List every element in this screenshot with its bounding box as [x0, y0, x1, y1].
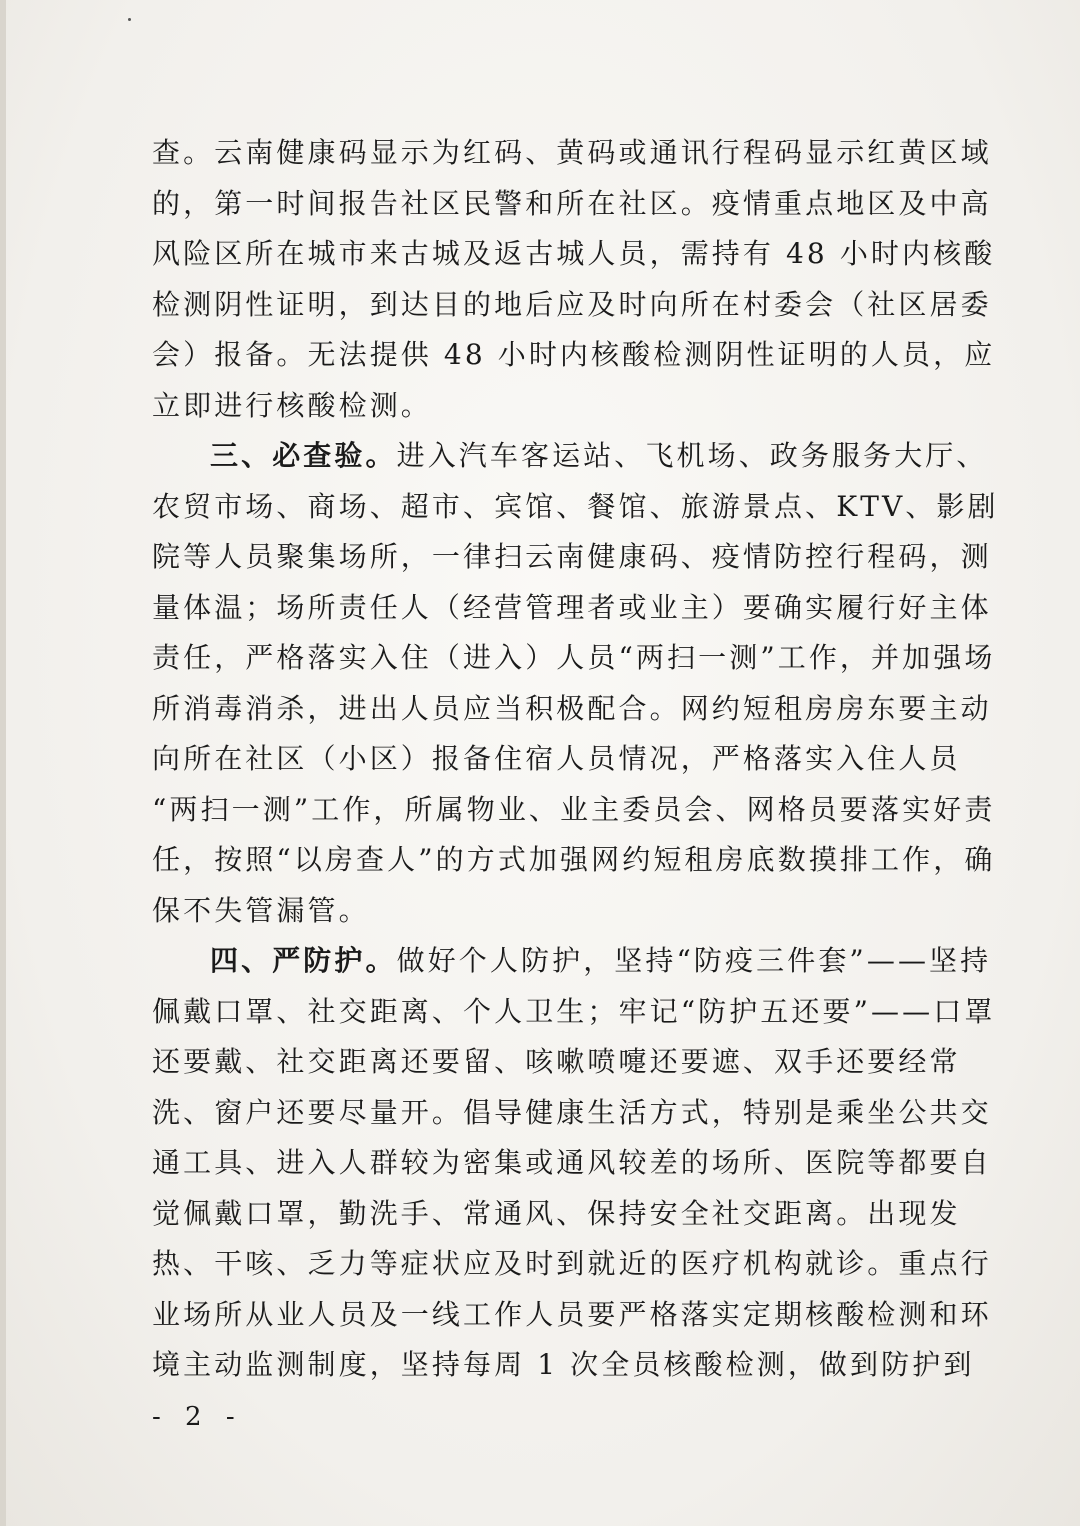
text-line: [152, 128, 992, 179]
text-line: [152, 179, 992, 230]
line-text: “两扫一测”工作，所属物业、业主委员会、网格员要落实好责: [152, 792, 996, 826]
text-line: [152, 381, 942, 432]
section-heading: 三、必查验。: [210, 439, 397, 472]
line-text: 风险区所在城市来古城及返古城人员，需持有 48 小时内核酸: [152, 237, 996, 270]
line-text: 查。云南健康码显示为红码、黄码或通讯行程码显示红黄区域: [152, 136, 992, 169]
text-line: [152, 482, 999, 533]
scan-edge: [0, 0, 6, 1526]
text-line: [152, 633, 996, 684]
text-line: [152, 1088, 992, 1139]
line-text: 境主动监测制度，坚持每周 1 次全员核酸检测，做到防护到: [152, 1348, 975, 1381]
text-line: [152, 785, 996, 836]
text-line: [152, 330, 996, 381]
line-text: 向所在社区（小区）报备住宿人员情况，严格落实入住人员: [152, 742, 961, 775]
line-text: 立即进行核酸检测。: [152, 388, 432, 422]
line-text: 会）报备。无法提供 48 小时内核酸检测阴性证明的人员，应: [152, 338, 996, 371]
scan-speck: [128, 18, 131, 21]
line-text: 洗、窗户还要尽量开。倡导健康生活方式，特别是乘坐公共交: [152, 1095, 992, 1129]
text-line: [152, 431, 988, 482]
text-line: [152, 936, 992, 987]
text-line: [152, 1239, 992, 1290]
text-line: [152, 583, 992, 634]
line-text: 农贸市场、商场、超市、宾馆、餐馆、旅游景点、KTV、影剧: [152, 489, 999, 523]
text-line: [152, 532, 992, 583]
section-heading: 四、严防护。: [210, 944, 397, 977]
line-text: 佩戴口罩、社交距离、个人卫生；牢记“防护五还要”——口罩: [152, 994, 996, 1028]
line-text: 通工具、进入人群较为密集或通风较差的场所、医院等都要自: [152, 1146, 992, 1179]
line-text: 任，按照“以房查人”的方式加强网约短租房底数摸排工作，确: [152, 843, 996, 876]
text-line: [152, 886, 942, 937]
line-text: 所消毒消杀，进出人员应当积极配合。网约短租房房东要主动: [152, 691, 992, 725]
text-line: [152, 280, 992, 331]
line-text: 还要戴、社交距离还要留、咳嗽喷嚏还要遮、双手还要经常: [152, 1045, 961, 1078]
line-text: 责任，严格落实入住（进入）人员“两扫一测”工作，并加强场: [152, 641, 996, 674]
line-text: 觉佩戴口罩，勤洗手、常通风、保持安全社交距离。出现发: [152, 1196, 961, 1230]
text-line: [152, 987, 996, 1038]
text-line: [152, 835, 996, 886]
text-line: [152, 1340, 975, 1391]
line-text: 业场所从业人员及一线工作人员要严格落实定期核酸检测和环: [152, 1297, 992, 1331]
text-line: [152, 684, 992, 735]
line-text: 院等人员聚集场所，一律扫云南健康码、疫情防控行程码，测: [152, 540, 992, 573]
document-body: [152, 128, 999, 1391]
text-line: [152, 229, 996, 280]
line-text: 检测阴性证明，到达目的地后应及时向所在村委会（社区居委: [152, 287, 992, 321]
text-line: [152, 734, 961, 785]
line-text: 保不失管漏管。: [152, 893, 370, 927]
line-text: 的，第一时间报告社区民警和所在社区。疫情重点地区及中高: [152, 186, 992, 220]
page-number: - 2 -: [152, 1402, 243, 1432]
text-line: [152, 1290, 992, 1341]
line-text: 进入汽车客运站、飞机场、政务服务大厅、: [396, 439, 988, 472]
text-line: [152, 1138, 992, 1189]
line-text: 量体温；场所责任人（经营管理者或业主）要确实履行好主体: [152, 590, 992, 624]
text-line: [152, 1189, 961, 1240]
line-text: 热、干咳、乏力等症状应及时到就近的医疗机构就诊。重点行: [152, 1247, 992, 1280]
text-line: [152, 1037, 961, 1088]
line-text: 做好个人防护，坚持“防疫三件套”——坚持: [396, 944, 992, 977]
